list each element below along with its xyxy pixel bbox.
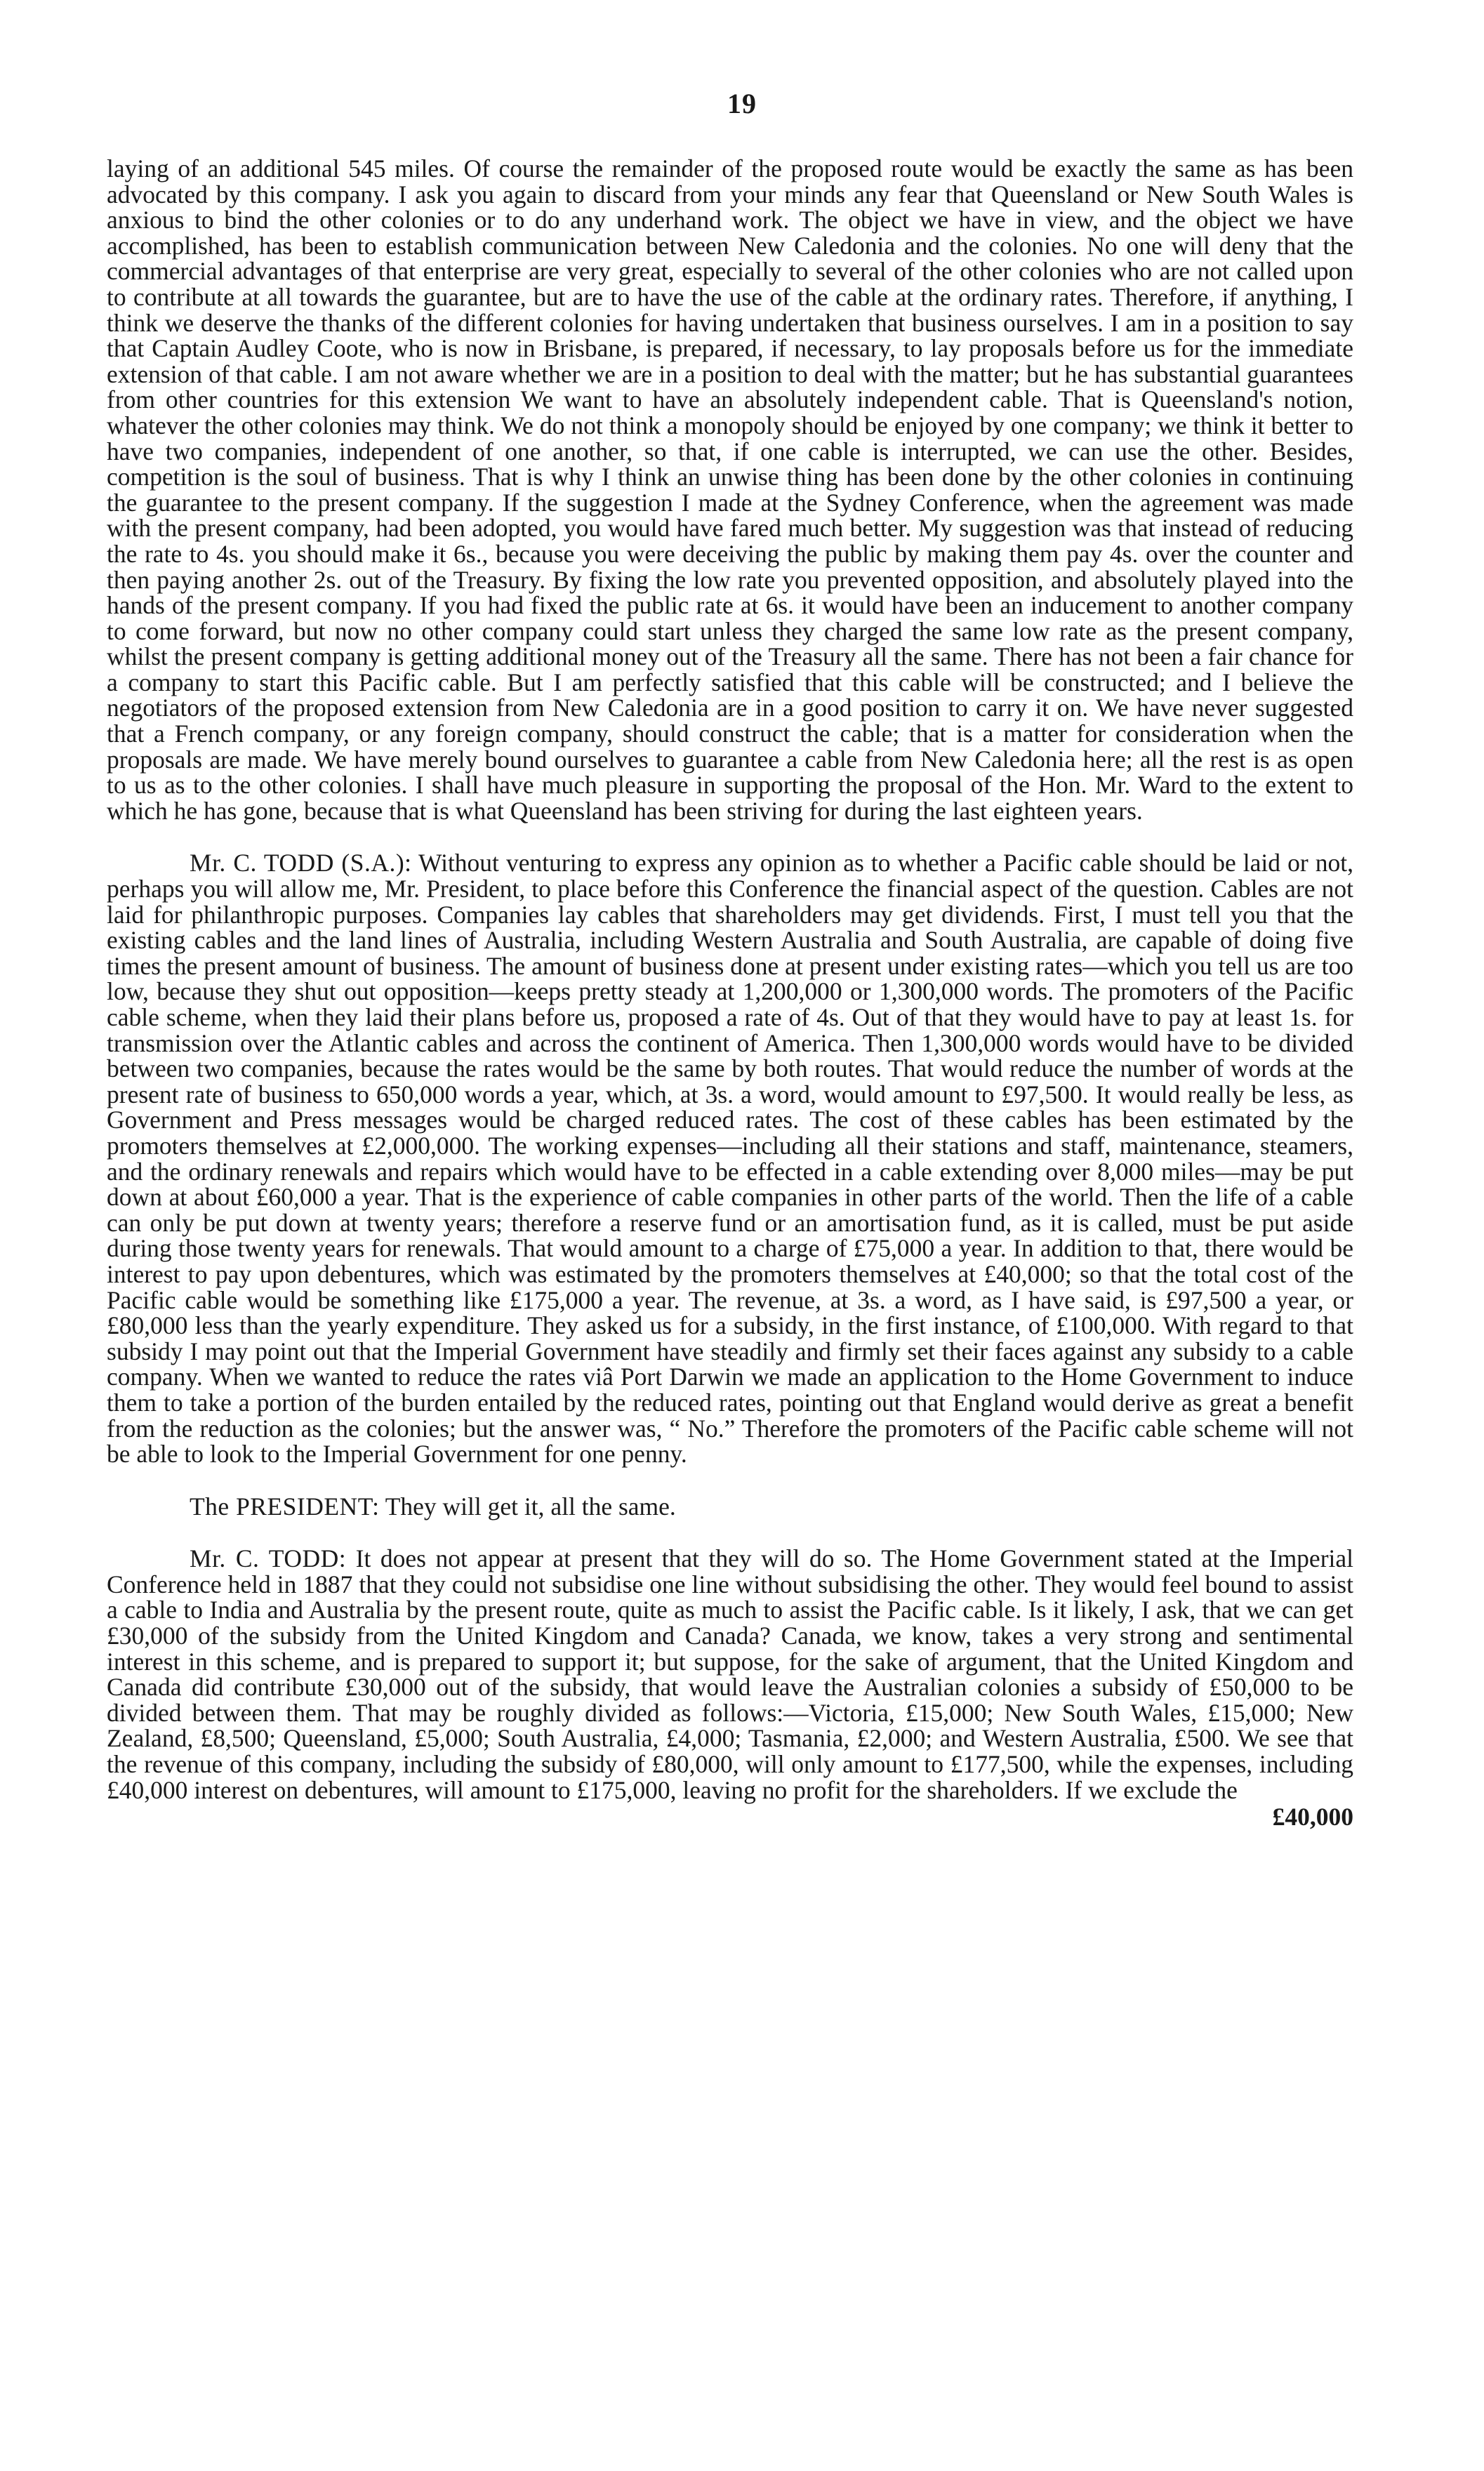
- document-body: [107, 156, 1353, 1830]
- paragraph-text: Without venturing to express any opinion as to whether a Pacific cable should be laid or not, perhaps you will allow me, Mr. President, to place before this Conference the financial aspect of the question. Cables are not laid for philanthropic purposes. Companies lay cables that shareholders may get dividends. First, I must tell you that the existing cables and the land lines of Australia, including Western Australia and South Australia, are capable of doing five times the present amount of business. The amount of business done at present under existing rates—which you tell us are too low, because they shut out opposition—keeps pretty steady at 1,200,000 or 1,300,000 words. The promoters of the Pacific cable scheme, when they laid their plans before us, proposed a rate of 4s. Out of that they would have to pay at least 1s. for transmission over the Atlantic cables and across the continent of America. Then 1,300,000 words would have to be divided between two companies, because the rates would be the same by both routes. That would reduce the number of words at the present rate of business to 650,000 words a year, which, at 3s. a word, would amount to £97,500. It would really be less, as Government and Press messages would be charged reduced rates. The cost of these cables has been estimated by the promoters themselves at £2,000,000. The working expenses—including all their stations and staff, maintenance, steamers, and the ordinary renewals and repairs which would have to be effected in a cable extending over 8,000 miles—may be put down at about £60,000 a year. That is the experience of cable companies in other parts of the world. Then the life of a cable can only be put down at twenty years; therefore a reserve fund or an amortisation fund, as it is called, must be put aside during those twenty years for renewals. That would amount to a charge of £75,000 a year. In addition to that, there would be interest to pay upon debentures, which was estimated by the promoters themselves at £40,000; so that the total cost of the Pacific cable would be something like £175,000 a year. The revenue, at 3s. a word, as I have said, is £97,500 a year, or £80,000 less than the yearly expenditure. They asked us for a subsidy, in the first instance, of £100,000. With regard to that subsidy I may point out that the Imperial Government have steadily and firmly set their faces against any subsidy to a cable company. When we wanted to reduce the rates viâ Port Darwin we made an application to the Home Government to induce them to take a portion of the burden entailed by the reduced rates, pointing out that England would derive as great a benefit from the reduction as the colonies; but the answer was, “ No.” Therefore the promoters of the Pacific cable scheme will not be able to look to the Imperial Government for one penny.: [107, 849, 1353, 1469]
- paragraph-todd-speech: [107, 849, 1353, 1469]
- speaker-name: Mr. C. TODD:: [190, 1544, 347, 1573]
- paragraph-todd-reply: [107, 1546, 1353, 1803]
- paragraph-continuation: [107, 156, 1353, 823]
- speaker-name: Mr. C. TODD (S.A.):: [190, 849, 412, 877]
- paragraph-text: It does not appear at present that they will do so. The Home Government stated at the Imperial Conference held in 1887 that they could not subsidise one line without subsidising the other. They would feel bound to assist a cable to India and Australia by the present route, quite as much to assist the Pacific cable. Is it likely, I ask, that we can get £30,000 of the subsidy from the United Kingdom and Canada? Canada, we know, takes a very strong and sentimental interest in this scheme, and is prepared to support it; but suppose, for the sake of argument, that the United Kingdom and Canada did contribute £30,000 out of the subsidy, that would leave the Australian colonies a subsidy of £50,000 to be divided between them. That may be roughly divided as follows:—Victoria, £15,000; New South Wales, £15,000; New Zealand, £8,500; Queensland, £5,000; South Australia, £4,000; Tasmania, £2,000; and Western Australia, £500. We see that the revenue of this company, including the subsidy of £80,000, will only amount to £177,500, while the expenses, including £40,000 interest on debentures, will amount to £175,000, leaving no profit for the shareholders. If we exclude the: [107, 1544, 1353, 1804]
- paragraph-text: They will get it, all the same.: [385, 1492, 676, 1521]
- paragraph-text: laying of an additional 545 miles. Of course the remainder of the proposed route would be exactly the same as has been advocated by this company. I ask you again to discard from your minds any fear that Queensland or New South Wales is anxious to bind the other colonies or to do any underhand work. The object we have in view, and the object we have accomplished, has been to establish communication between New Caledonia and the colonies. No one will deny that the commercial advantages of that enterprise are very great, especially to several of the other colonies who are not called upon to contribute at all towards the guarantee, but are to have the use of the cable at the ordinary rates. Therefore, if anything, I think we deserve the thanks of the different colonies for having undertaken that business ourselves. I am in a position to say that Captain Audley Coote, who is now in Brisbane, is prepared, if necessary, to lay proposals before us for the immediate extension of that cable. I am not aware whether we are in a position to deal with the matter; but he has substantial guarantees from other countries for this extension We want to have an absolutely independent cable. That is Queensland's notion, whatever the other colonies may think. We do not think a monopoly should be enjoyed by one company; we think it better to have two companies, independent of one another, so that, if one cable is interrupted, we can use the other. Besides, competition is the soul of business. That is why I think an unwise thing has been done by the other colonies in continuing the guarantee to the present company. If the suggestion I made at the Sydney Conference, when the agreement was made with the present company, had been adopted, you would have fared much better. My suggestion was that instead of reducing the rate to 4s. you should make it 6s., because you were deceiving the public by making them pay 4s. over the counter and then paying another 2s. out of the Treasury. By fixing the low rate you prevented opposition, and absolutely played into the hands of the present company. If you had fixed the public rate at 6s. it would have been an inducement to another company to come forward, but now no other company could start unless they charged the same low rate as the present company, whilst the present company is getting additional money out of the Treasury all the same. There has not been a fair chance for a company to start this Pacific cable. But I am perfectly satisfied that this cable will be constructed; and I believe the negotiators of the proposed extension from New Caledonia are in a good position to carry it on. We have never suggested that a French company, or any foreign company, should construct the cable; that is a matter for consideration when the proposals are made. We have merely bound ourselves to guarantee a cable from New Caledonia here; all the rest is as open to us as to the other colonies. I shall have much pleasure in supporting the proposal of the Hon. Mr. Ward to the extent to which he has gone, because that is what Queensland has been striving for during the last eighteen years.: [107, 154, 1353, 825]
- paragraph-president-remark: [107, 1494, 1353, 1520]
- page-number: 19: [727, 88, 757, 119]
- catchword: £40,000: [1272, 1803, 1353, 1831]
- speaker-name: The PRESIDENT:: [190, 1492, 380, 1521]
